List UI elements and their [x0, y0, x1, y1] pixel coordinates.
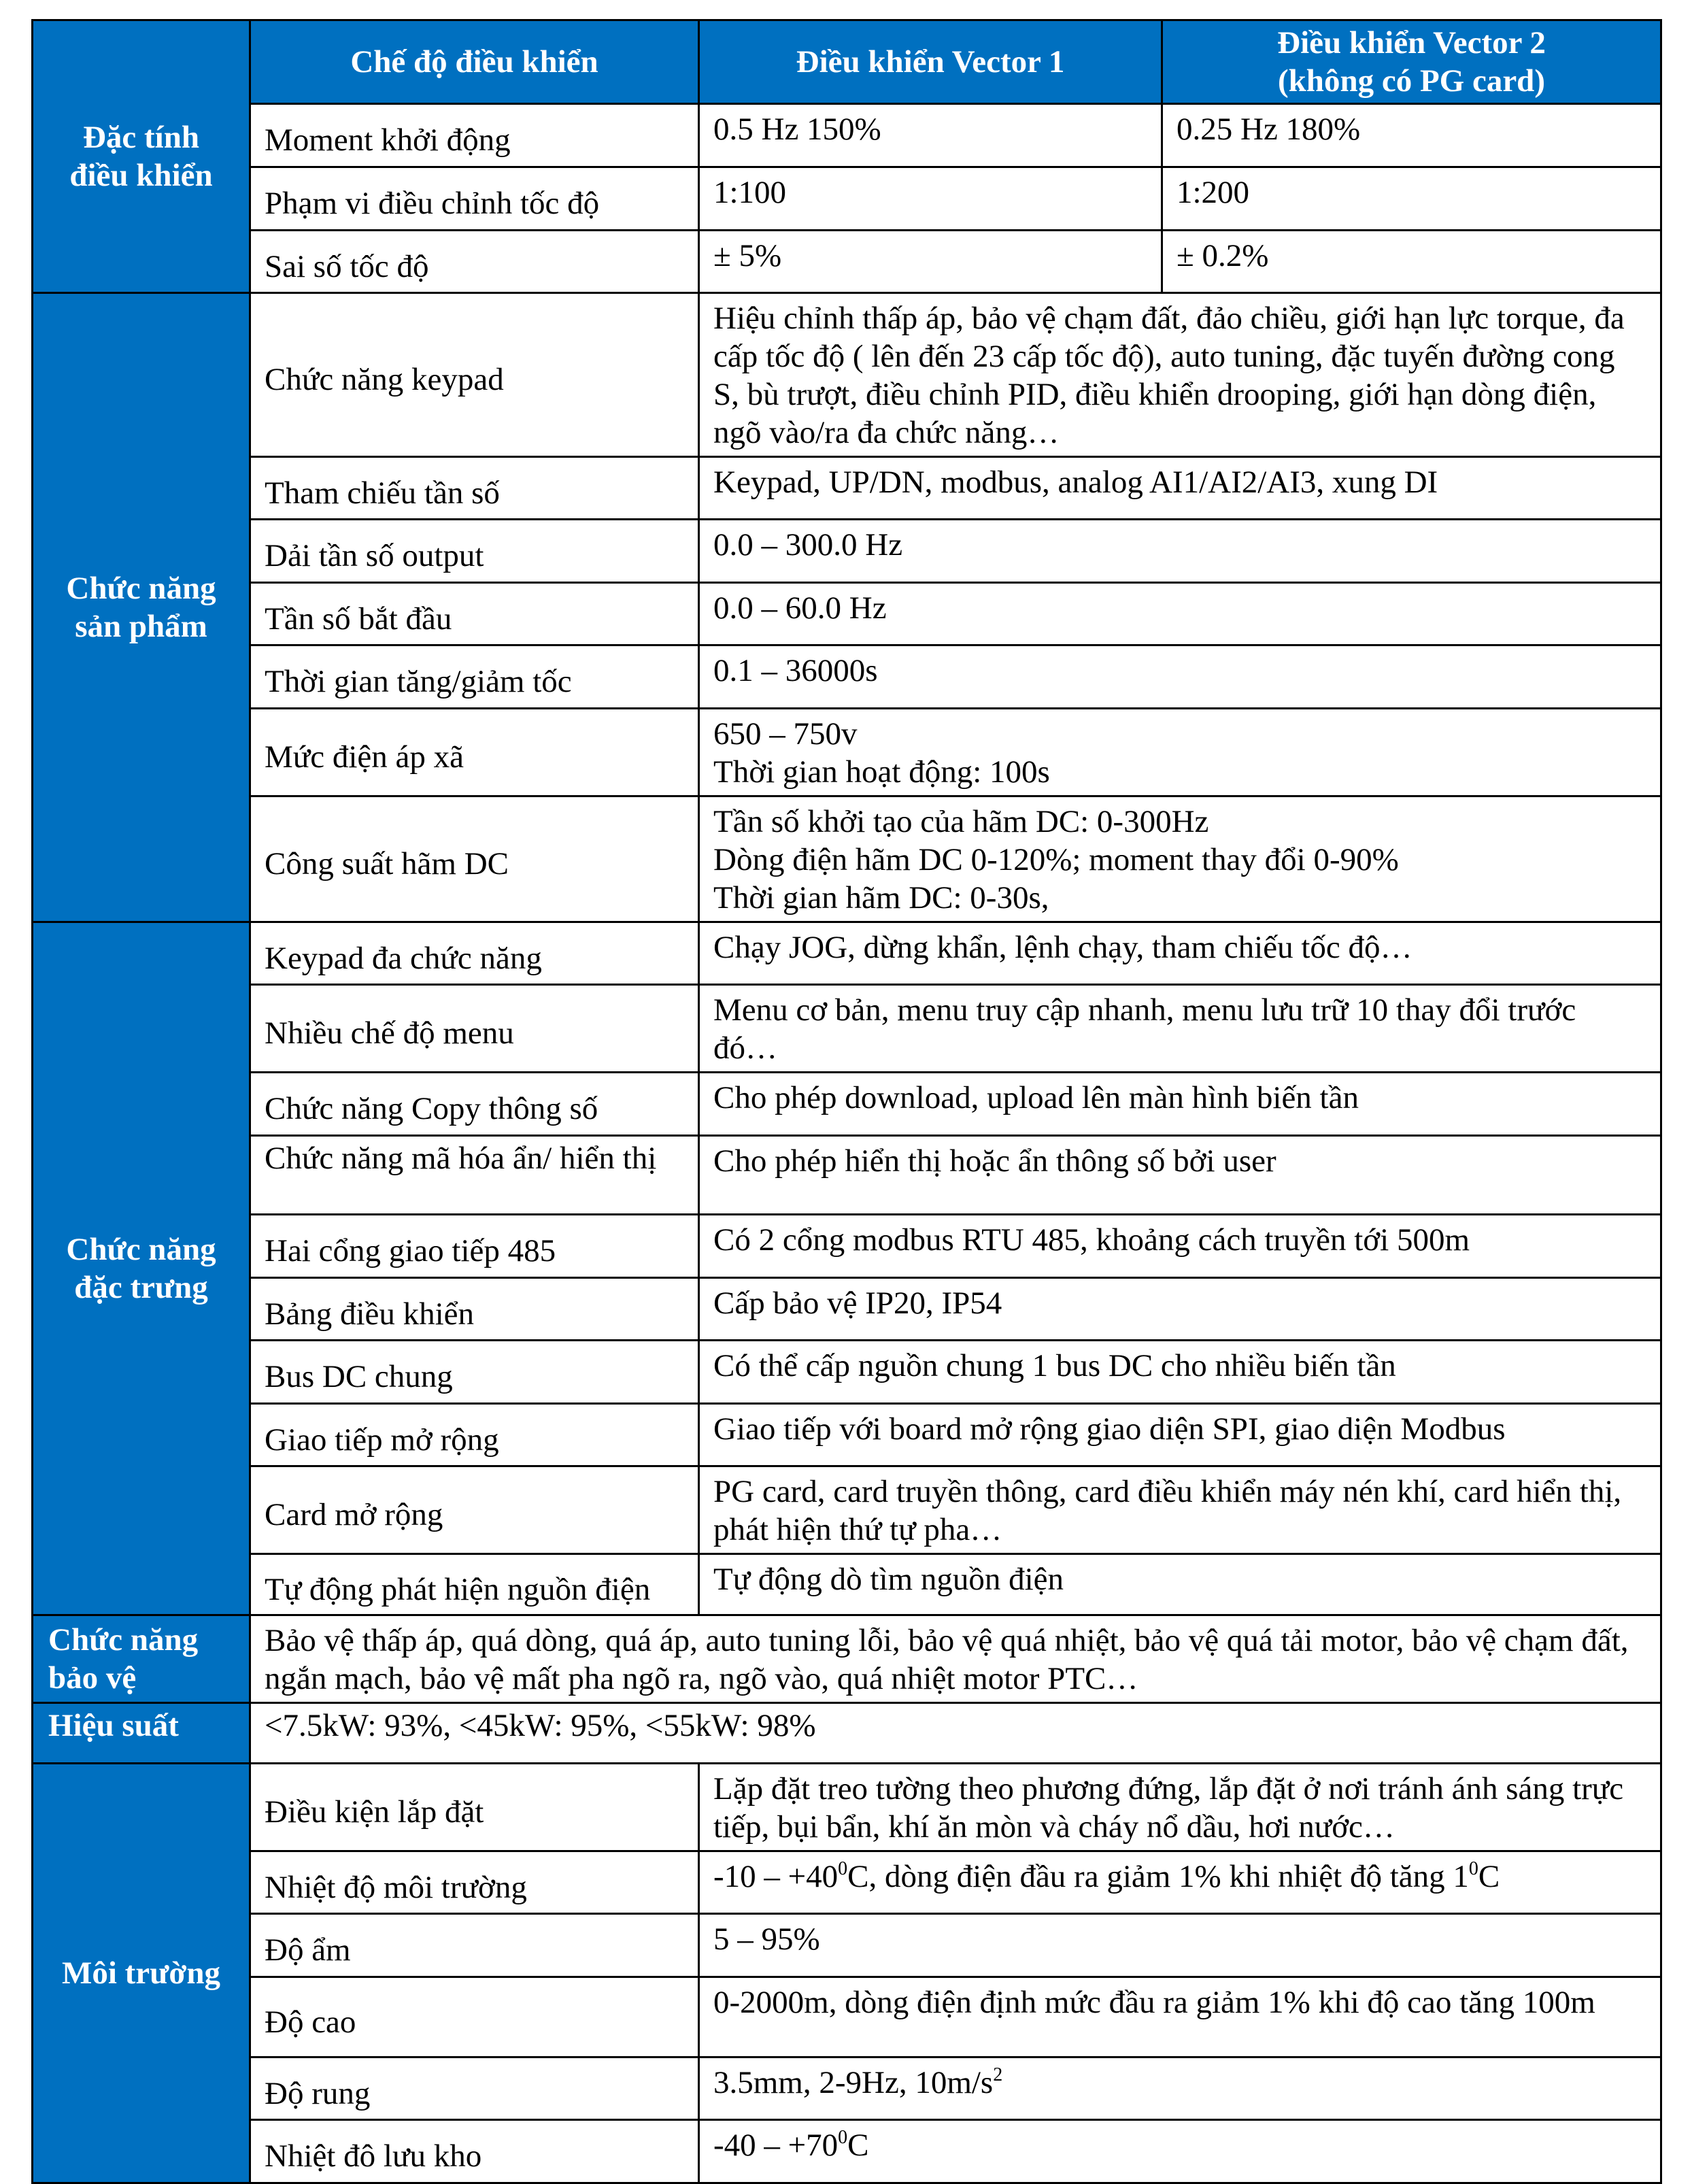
row-value: $-40 - +70^0C$ — [699, 2120, 1661, 2183]
section-title: đặc trưng — [74, 1270, 208, 1305]
row-value: Tần số khởi tạo của hãm DC: 0-300Hz Dòng điện hãm DC 0-120%; moment thay đổi 0-90% Thời gian hãm DC: 0-30s, — [699, 796, 1661, 922]
row-value: Keypad, UP/DN, modbus, analog AI1/AI2/AI3, xung DI — [699, 457, 1661, 520]
section-title: sản phẩm — [75, 609, 207, 644]
row-value: 3.5mm, 2-9Hz, $10m/s^2$ — [699, 2057, 1661, 2120]
row-label: Bảng điều khiển — [250, 1278, 699, 1341]
section-product-functions — [33, 293, 250, 922]
row-label: Phạm vi điều chỉnh tốc độ — [250, 167, 699, 231]
section-featured-functions — [33, 922, 250, 1615]
row-label: Chức năng Copy thông số — [250, 1073, 699, 1136]
section-title: Chức năng — [66, 571, 216, 606]
section-title: điều khiển — [69, 158, 213, 193]
row-value-vector-1: 0.5 Hz 150% — [699, 104, 1162, 167]
section-environment: Môi trường — [33, 1764, 250, 2183]
row-value: Tự động dò tìm nguồn điện — [699, 1554, 1661, 1615]
row-label: Mức điện áp xã — [250, 709, 699, 796]
row-label: Thời gian tăng/giảm tốc — [250, 645, 699, 709]
row-value: Cho phép download, upload lên màn hình biến tần — [699, 1073, 1661, 1136]
row-value: Hiệu chỉnh thấp áp, bảo vệ chạm đất, đảo chiều, giới hạn lực torque, đa cấp tốc độ ( lên đến 23 cấp tốc độ), auto tuning, đặc tuyến đường cong S, bù trượt, điều chỉnh PID, điều khiển drooping, giới hạn dòng điện, ngõ vào/ra đa chức năng… — [699, 293, 1661, 457]
row-label: Giao tiếp mở rộng — [250, 1404, 699, 1466]
section-title: Chức năng — [48, 1622, 199, 1658]
row-label: Độ rung — [250, 2057, 699, 2120]
row-value: 0.0 – 300.0 Hz — [699, 520, 1661, 583]
row-label: Công suất hãm DC — [250, 796, 699, 922]
specification-table — [31, 19, 1662, 2184]
section-efficiency: Hiệu suất — [33, 1703, 250, 1764]
row-value: 650 – 750v Thời gian hoạt động: 100s — [699, 709, 1661, 796]
row-value: PG card, card truyền thông, card điều khiển máy nén khí, card hiển thị, phát hiện thứ tự pha… — [699, 1466, 1661, 1554]
row-label: Nhiều chế độ menu — [250, 985, 699, 1073]
row-label: Độ cao — [250, 1977, 699, 2057]
row-label: Keypad đa chức năng — [250, 922, 699, 985]
section-control-characteristics — [33, 20, 250, 293]
row-value: 0-2000m, dòng điện định mức đầu ra giảm 1% khi độ cao tăng 100m — [699, 1977, 1661, 2057]
row-value-vector-2: 0.25 Hz 180% — [1162, 104, 1661, 167]
row-value-vector-2: ± 0.2% — [1162, 231, 1661, 293]
row-value: 0.0 – 60.0 Hz — [699, 583, 1661, 645]
row-value: Menu cơ bản, menu truy cập nhanh, menu lưu trữ 10 thay đổi trước đó… — [699, 985, 1661, 1073]
header-control-mode: Chế độ điều khiển — [250, 20, 699, 104]
row-value: Lặp đặt treo tường theo phương đứng, lắp đặt ở nơi tránh ánh sáng trực tiếp, bụi bẩn, khí ăn mòn và cháy nổ dầu, hơi nước… — [699, 1764, 1661, 1851]
row-value-vector-1: 1:100 — [699, 167, 1162, 231]
row-label: Chức năng mã hóa ẩn/ hiển thị — [250, 1136, 699, 1215]
row-label: Dải tần số output — [250, 520, 699, 583]
row-value-vector-2: 1:200 — [1162, 167, 1661, 231]
row-label: Bus DC chung — [250, 1341, 699, 1404]
row-label: Hai cổng giao tiếp 485 — [250, 1215, 699, 1278]
row-label: Nhiệt đô lưu kho — [250, 2120, 699, 2183]
row-label: Sai số tốc độ — [250, 231, 699, 293]
row-value: Cấp bảo vệ IP20, IP54 — [699, 1278, 1661, 1341]
row-value: <7.5kW: 93%, <45kW: 95%, <55kW: 98% — [250, 1703, 1661, 1764]
row-value: Chạy JOG, dừng khẩn, lệnh chạy, tham chiếu tốc độ… — [699, 922, 1661, 985]
row-value: Giao tiếp với board mở rộng giao diện SPI, giao diện Modbus — [699, 1404, 1661, 1466]
row-value: 0.1 – 36000s — [699, 645, 1661, 709]
section-title: Đặc tính — [82, 120, 200, 155]
row-label: Tần số bắt đầu — [250, 583, 699, 645]
section-title: bảo vệ — [48, 1660, 137, 1696]
row-label: Nhiệt độ môi trường — [250, 1851, 699, 1914]
row-value: Có 2 cổng modbus RTU 485, khoảng cách truyền tới 500m — [699, 1215, 1661, 1278]
row-value-vector-1: ± 5% — [699, 231, 1162, 293]
row-value: 5 – 95% — [699, 1914, 1661, 1977]
row-label: Tham chiếu tần số — [250, 457, 699, 520]
row-label: Chức năng keypad — [250, 293, 699, 457]
section-title: Chức năng — [66, 1232, 216, 1267]
header-vector-1: Điều khiển Vector 1 — [699, 20, 1162, 104]
row-label: Moment khởi động — [250, 104, 699, 167]
row-value: $-10 - +40^0C$, dòng điện đầu ra giảm 1% khi nhiệt độ tăng $1^0C$ — [699, 1851, 1661, 1914]
row-label: Độ ẩm — [250, 1914, 699, 1977]
row-value: Bảo vệ thấp áp, quá dòng, quá áp, auto tuning lỗi, bảo vệ quá nhiệt, bảo vệ quá tải motor, bảo vệ chạm đất, ngắn mạch, bảo vệ mất pha ngõ ra, ngõ vào, quá nhiệt motor PTC… — [250, 1615, 1661, 1703]
row-label: Điều kiện lắp đặt — [250, 1764, 699, 1851]
row-label: Card mở rộng — [250, 1466, 699, 1554]
header-vector-2: Điều khiển Vector 2 (không có PG card) — [1162, 20, 1661, 104]
row-label: Tự động phát hiện nguồn điện — [250, 1554, 699, 1615]
section-protection-functions — [33, 1615, 250, 1703]
row-value: Cho phép hiển thị hoặc ẩn thông số bởi user — [699, 1136, 1661, 1215]
row-value: Có thể cấp nguồn chung 1 bus DC cho nhiều biến tần — [699, 1341, 1661, 1404]
